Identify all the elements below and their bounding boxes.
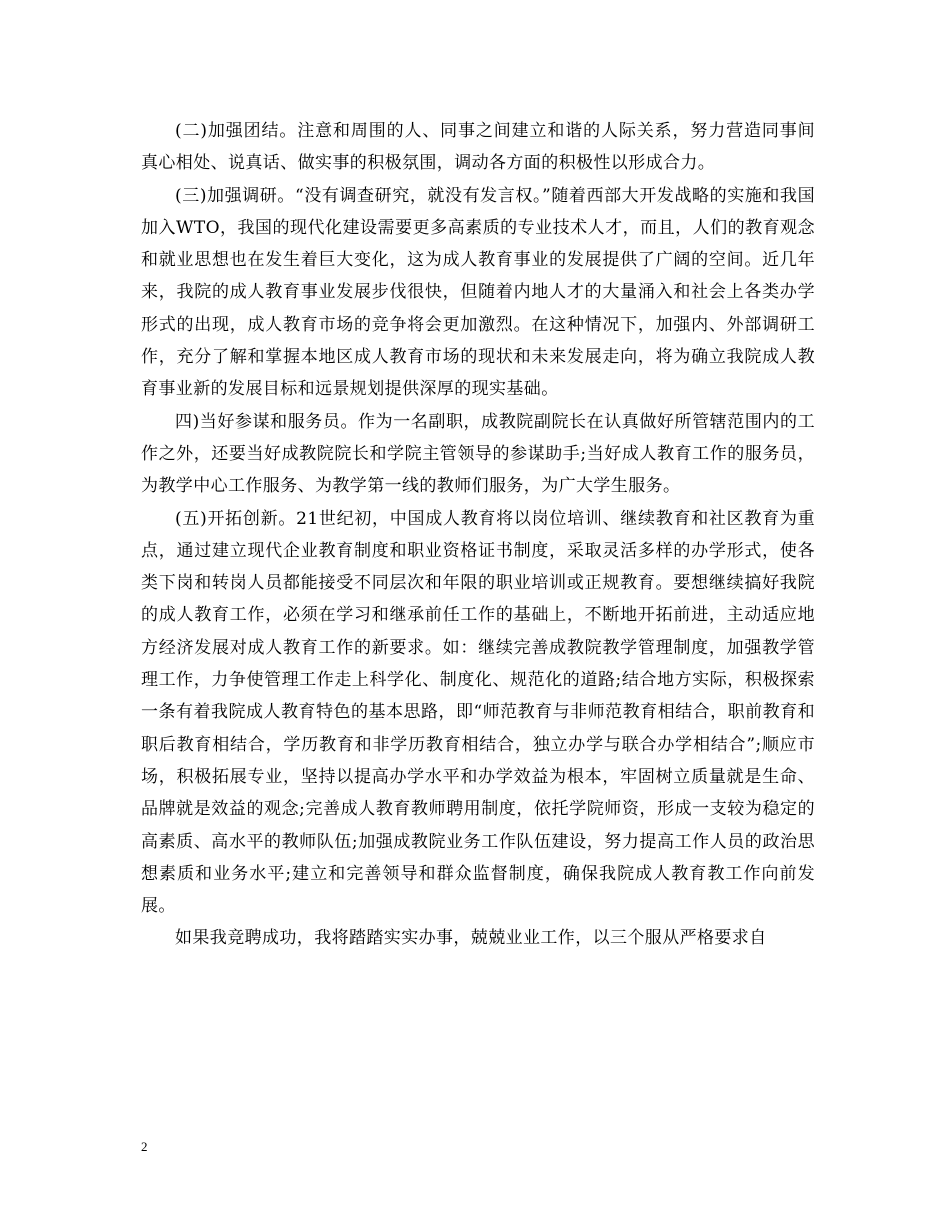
document-body	[141, 115, 815, 955]
page-number: 2	[141, 1139, 148, 1154]
paragraph-closing: 如果我竞聘成功，我将踏踏实实办事，兢兢业业工作，以三个服从严格要求自	[175, 928, 767, 949]
paragraph-research: (三)加强调研。“没有调查研究，就没有发言权。”随着西部大开发战略的实施和我国加入WTO，我国的现代化建设需要更多高素质的专业技术人才，而且，人们的教育观念和就业思想也在发生着巨大变化，这为成人教育事业的发展提供了广阔的空间。近几年来，我院的成人教育事业发展步伐很快，但随着内地人才的大量涌入和社会上各类办学形式的出现，成人教育市场的竞争将会更加激烈。在这种情况下，加强内、外部调研工作，充分了解和掌握本地区成人教育市场的现状和未来发展走向，将为确立我院成人教育事业新的发展目标和远景规划提供深厚的现实基础。	[141, 185, 815, 400]
paragraph-innovation: (五)开拓创新。21世纪初，中国成人教育将以岗位培训、继续教育和社区教育为重点，通过建立现代企业教育制度和职业资格证书制度，采取灵活多样的办学形式，使各类下岗和转岗人员都能接受不同层次和年限的职业培训或正规教育。要想继续搞好我院的成人教育工作，必须在学习和继承前任工作的基础上，不断地开拓前进，主动适应地方经济发展对成人教育工作的新要求。如：继续完善成教院教学管理制度，加强教学管理工作，力争使管理工作走上科学化、制度化、规范化的道路;结合地方实际，积极探索一条有着我院成人教育特色的基本思路，即“师范教育与非师范教育相结合，职前教育和职后教育相结合，学历教育和非学历教育相结合，独立办学与联合办学相结合”;顺应市场，积极拓展专业，坚持以提高办学水平和办学效益为根本，牢固树立质量就是生命、品牌就是效益的观念;完善成人教育教师聘用制度，依托学院师资，形成一支较为稳定的高素质、高水平的教师队伍;加强成教院业务工作队伍建设，努力提高工作人员的政治思想素质和业务水平;建立和完善领导和群众监督制度，确保我院成人教育教工作向前发展。	[141, 508, 815, 917]
paragraph-advisor-service: 四)当好参谋和服务员。作为一名副职，成教院副院长在认真做好所管辖范围内的工作之外，还要当好成教院院长和学院主管领导的参谋助手;当好成人教育工作的服务员，为教学中心工作服务、为教学第一线的教师们服务，为广大学生服务。	[141, 411, 815, 497]
paragraph-unity: (二)加强团结。注意和周围的人、同事之间建立和谐的人际关系，努力营造同事间真心相处、说真话、做实事的积极氛围，调动各方面的积极性以形成合力。	[141, 121, 815, 174]
